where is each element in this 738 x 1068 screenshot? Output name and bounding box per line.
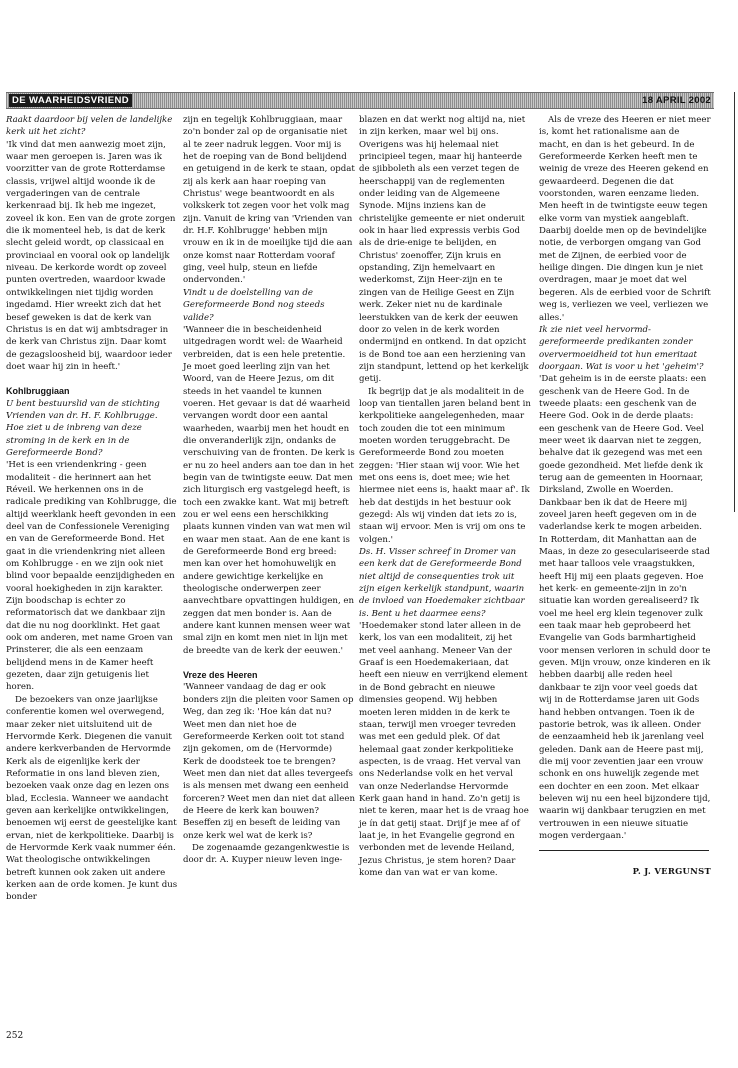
body-paragraph: zijn en tegelijk Kohlbruggiaan, maar zo'n bonder zal op de organisatie niet al te zeer nadruk leggen. Voor mij is het de roeping van de Bond belijdend en getuigend in de kerk te staan, opdat zij als kerk aan haar roeping van Christus' wege beantwoordt en als volkskerk tot zegen voor het volk mag zijn. Vanuit de kring van 'Vrienden van dr. H.F. Kohlbrugge' hebben mijn vrouw en ik in de moeilijke tijd die aan onze komst naar Rotterdam vooraf ging, veel hulp, steun en liefde ondervonden.'	[183, 115, 355, 286]
article-end-rule	[539, 850, 709, 851]
interview-question: U bent bestuurslid van de stichting Vrienden van dr. H. F. Kohlbrugge. Hoe ziet u de inbreng van deze stroming in de kerk en in de Gereformeerde Bond?	[6, 398, 160, 458]
column-3	[359, 114, 531, 879]
body-paragraph: blazen en dat werkt nog altijd na, niet in zijn kerken, maar wel bij ons. Overigens was hij helemaal niet principieel tegen, maar hij hanteerde de sjibboleth als een verzet tegen de heerschappij van de reglementen onder leiding van de Algemeene Synode. Mijns inziens kan de christelijke gemeente er niet onderuit ook in haar lied expressis verbis God als de drie-enige te belijden, en Christus' zoenoffer, Zijn kruis en opstanding, Zijn hemelvaart en wederkomst, Zijn Heer-zijn en te zingen van de Heilige Geest en Zijn werk. Zeker niet nu de kardinale leerstukken van de kerk der eeuwen door zo velen in de kerk worden ondermijnd en ontkend. In dat opzicht is de Bond toe aan een herziening van zijn standpunt, lettend op het kerkelijk getij.	[359, 115, 529, 385]
interview-question: Vindt u de doelstelling van de Gereformeerde Bond nog steeds valide?	[183, 287, 325, 323]
body-paragraph: 'Het is een vriendenkring - geen modaliteit - die herinnert aan het Réveil. We herkennen ons in de radicale prediking van Kohlbrugge, die altijd weerklank heeft gevonden in een deel van de Confessionele Vereniging en van de Gereformeerde Bond. Het gaat in die vriendenkring niet alleen om Kohlbrugge - en we zijn ook niet blind voor bepaalde eenzijdigheden en vooral hoekigheden in zijn karakter. Zijn boodschap is echter zo reformatorisch dat we dankbaar zijn dat die nu nog doorklinkt. Het gaat ook om anderen, met name Groen van Prinsterer, die als een eenzaam belijdend mens in de Kamer heeft gezeten, daar zijn getuigenis liet horen.	[6, 460, 177, 693]
interview-question: Raakt daardoor bij velen de landelijke kerk uit het zicht?	[6, 115, 173, 138]
body-paragraph: 'Dat geheim is in de eerste plaats: een geschenk van de Heere God. In de tweede plaats: een geschenk van de Heere God. Ook in de derde plaats: een geschenk van de Heere God. Veel meer weet ik daarvan niet te zeggen, behalve dat ik gezegend was met een goede gezondheid. Met liefde denk ik terug aan de gemeenten in Hoornaar, Dirksland, Zwolle en Woerden. Dankbaar ben ik dat de Heere mij zoveel jaren heeft gegeven om in de vaderlandse kerk te mogen arbeiden. In Rotterdam, dit Manhattan aan de Maas, in deze zo geseculariseerde stad met haar talloos vele vraagstukken, heeft Hij mij een plaats gegeven. Hoe het kerk- en gemeente-zijn in zo'n situatie kan worden gerealiseerd? Ik voel me heel erg klein tegenover zulk een taak maar heb geprobeerd het Evangelie van Gods barmhartigheid voor mensen verloren in schuld door te geven. Mijn vrouw, onze kinderen en ik hebben daarbij alle reden heel dankbaar te zijn voor veel goeds dat wij in de Rotterdamse jaren uit Gods hand hebben ontvangen. Toen ik de pastorie betrok, was ik alleen. Onder de eenzaamheid heb ik jarenlang veel geleden. Dank aan de Heere past mij, die mij voor zeventien jaar een vrouw schonk en ons huwelijk zegende met een dochter en een zoon. Met elkaar beleven wij nu een heel bijzondere tijd, waarin wij dankbaar terugzien en met vertrouwen in een nieuwe situatie mogen verdergaan.'	[539, 374, 711, 841]
page-number: 252	[6, 1031, 24, 1041]
section-heading: Kohlbruggiaan	[6, 386, 70, 397]
body-paragraph: De bezoekers van onze jaarlijkse conferentie komen wel overwegend, maar zeker niet uitsluitend uit de Hervormde Kerk. Diegenen die vanuit andere kerkverbanden de Hervormde Kerk als de eigenlijke kerk der Reformatie in ons land bleven zien, bezoeken vaak onze dag en lezen ons blad, Ecclesia. Wanneer we aandacht geven aan kerkelijke ontwikkelingen, benoemen wij eerst de geestelijke kant ervan, niet de kerkpolitieke. Daarbij is de Hervormde Kerk vaak nummer één. Wat theologische ontwikkelingen betreft kunnen ook zaken uit andere kerken aan de orde komen. Je kunt dus bonder	[6, 694, 178, 903]
interview-question: Ik zie niet veel hervormd-gereformeerde predikanten zonder oververmoeidheid tot hun emeritaat doorgaan. Wat is voor u het 'geheim'?	[539, 324, 704, 372]
body-paragraph: 'Wanneer die in bescheidenheid uitgedragen wordt wel: de Waarheid verbreiden, dat is een hele pretentie. Je moet goed leerling zijn van het Woord, van de Heere Jezus, om dit steeds in het vaandel te kunnen voeren. Het gevaar is dat dé waarheid vervangen wordt door een aantal waarheden, waarbij men het houdt en die onveranderlijk zijn, ondanks de verschuiving van de fronten. De kerk is er nu zo heel anders aan toe dan in het begin van de twintigste eeuw. Dat men zich liturgisch erg vastgelegd heeft, is toch een zwakke kant. Wat mij betreft zou er wel eens een herschikking plaats kunnen vinden van wat men wil en waar men staat. Aan de ene kant is de Gereformeerde Bond erg breed: men kan over het homohuwelijk en andere gewichtige kerkelijke en theologische onderwerpen zeer aanvechtbare opvattingen huldigen, en zeggen dat men bonder is. Aan de andere kant kunnen mensen weer wat smal zijn en komt men niet in lijn met de breedte van de kerk der eeuwen.'	[183, 324, 355, 656]
column-2	[183, 114, 355, 867]
section-heading: Vreze des Heeren	[183, 670, 258, 681]
column-4	[539, 114, 711, 878]
body-paragraph: 'Wanneer vandaag de dag er ook bonders zijn die pleiten voor Samen op Weg, dan zeg ik: 'Hoe kán dat nu? Weet men dan niet hoe de Gereformeerde Kerken ooit tot stand zijn gekomen, om de (Hervormde) Kerk de doodsteek toe te brengen? Weet men dan niet dat alles tevergeefs is als mensen met dwang een eenheid forceren? Weet men dan niet dat alleen de Heere de kerk kan bouwen? Beseffen zij en beseft de leiding van onze kerk wel wat de kerk is?	[183, 682, 356, 841]
column-1	[6, 114, 178, 904]
body-paragraph: De zogenaamde gezangenkwestie is door dr. A. Kuyper nieuw leven inge-	[183, 842, 350, 866]
body-paragraph: 'Ik vind dat men aanwezig moet zijn, waar men geroepen is. Jaren was ik voorzitter van de grote Rotterdamse classis, vrijwel altijd woonde ik de vergaderingen van de centrale kerkenraad bij. Ik heb me ingezet, zoveel ik kon. Een van de grote zorgen die ik momenteel heb, is dat de kerk slecht geleid wordt, op classicaal en provinciaal en vooral ook op landelijk niveau. De kerkorde wordt op zoveel punten overtreden, waardoor kwade ontwikkelingen niet tijdig worden ingedamd. Hier wreekt zich dat het besef geweken is dat de kerk van Christus is en dat wij ambtsdrager in de kerk van Christus zijn. Daar komt de gezagsloosheid bij, waardoor ieder doet waar hij zin in heeft.'	[6, 139, 176, 372]
edge-rule	[734, 92, 735, 512]
issue-date: 18 APRIL 2002	[642, 95, 711, 106]
interview-question: Ds. H. Visser schreef in Dromer van een kerk dat de Gereformeerde Bond niet altijd de consequenties trok uit zijn eigen kerkelijk standpunt, waarin de invloed van Hoedemaker zichtbaar is. Bent u het daarmee eens?	[359, 547, 525, 619]
body-paragraph: Als de vreze des Heeren er niet meer is, komt het rationalisme aan de macht, en dan is het gebeurd. In de Gereformeerde Kerken heeft men te weinig de vreze des Heeren gekend en gewaardeerd. Degenen die dat voorstonden, waren eenzame lieden. Men heeft in de twintigste eeuw tegen elke vorm van mystiek aangeblaft. Daarbij doelde men op de bevindelijke notie, de verborgen omgang van God met de Zijnen, de eerbied voor de heilige dingen. Die dingen kun je niet overdragen, maar je moet dat wel begeren. Als de eerbied voor de Schrift weg is, verliezen we veel, verliezen we alles.'	[539, 115, 711, 323]
magazine-name: DE WAARHEIDSVRIEND	[9, 94, 132, 107]
masthead-bar	[6, 92, 714, 109]
author-signature: P. J. VERGUNST	[632, 866, 711, 877]
body-paragraph: 'Hoedemaker stond later alleen in de kerk, los van een modaliteit, zij het met veel aanhang. Meneer Van der Graaf is een Hoedemakeriaan, dat heeft een nieuw en verrijkend element in de Bond gebracht en nieuwe dimensies geopend. Wij hebben moeten leren midden in de kerk te staan, terwijl men vroeger tevreden was met een geduld plek. Of dat helemaal gaat zonder kerkpolitieke aspecten, is de vraag. Het verval van ons Nederlandse volk en het verval van onze Nederlandse Hervormde Kerk gaan hand in hand. Zo'n getij is niet te keren, maar het is de vraag hoe je ín dat getij staat. Drijf je mee af of laat je, in het Evangelie gegrond en verbonden met de levende Heiland, Jezus Christus, je stem horen? Daar kome dan van wat er van kome.	[359, 621, 529, 878]
body-paragraph: Ik begrijp dat je als modaliteit in de loop van tientallen jaren beland bent in kerkpolitieke aangelegenheden, maar toch zouden die tot een minimum moeten worden teruggebracht. De Gereformeerde Bond zou moeten zeggen: 'Hier staan wij voor. Wie het met ons eens is, doet mee; wie het hiermee niet eens is, haakt maar af'. Ik heb dat destijds in het bestuur ook gezegd: Als wij vinden dat iets zo is, staan wij ervoor. Men is vrij om ons te volgen.'	[359, 386, 531, 545]
